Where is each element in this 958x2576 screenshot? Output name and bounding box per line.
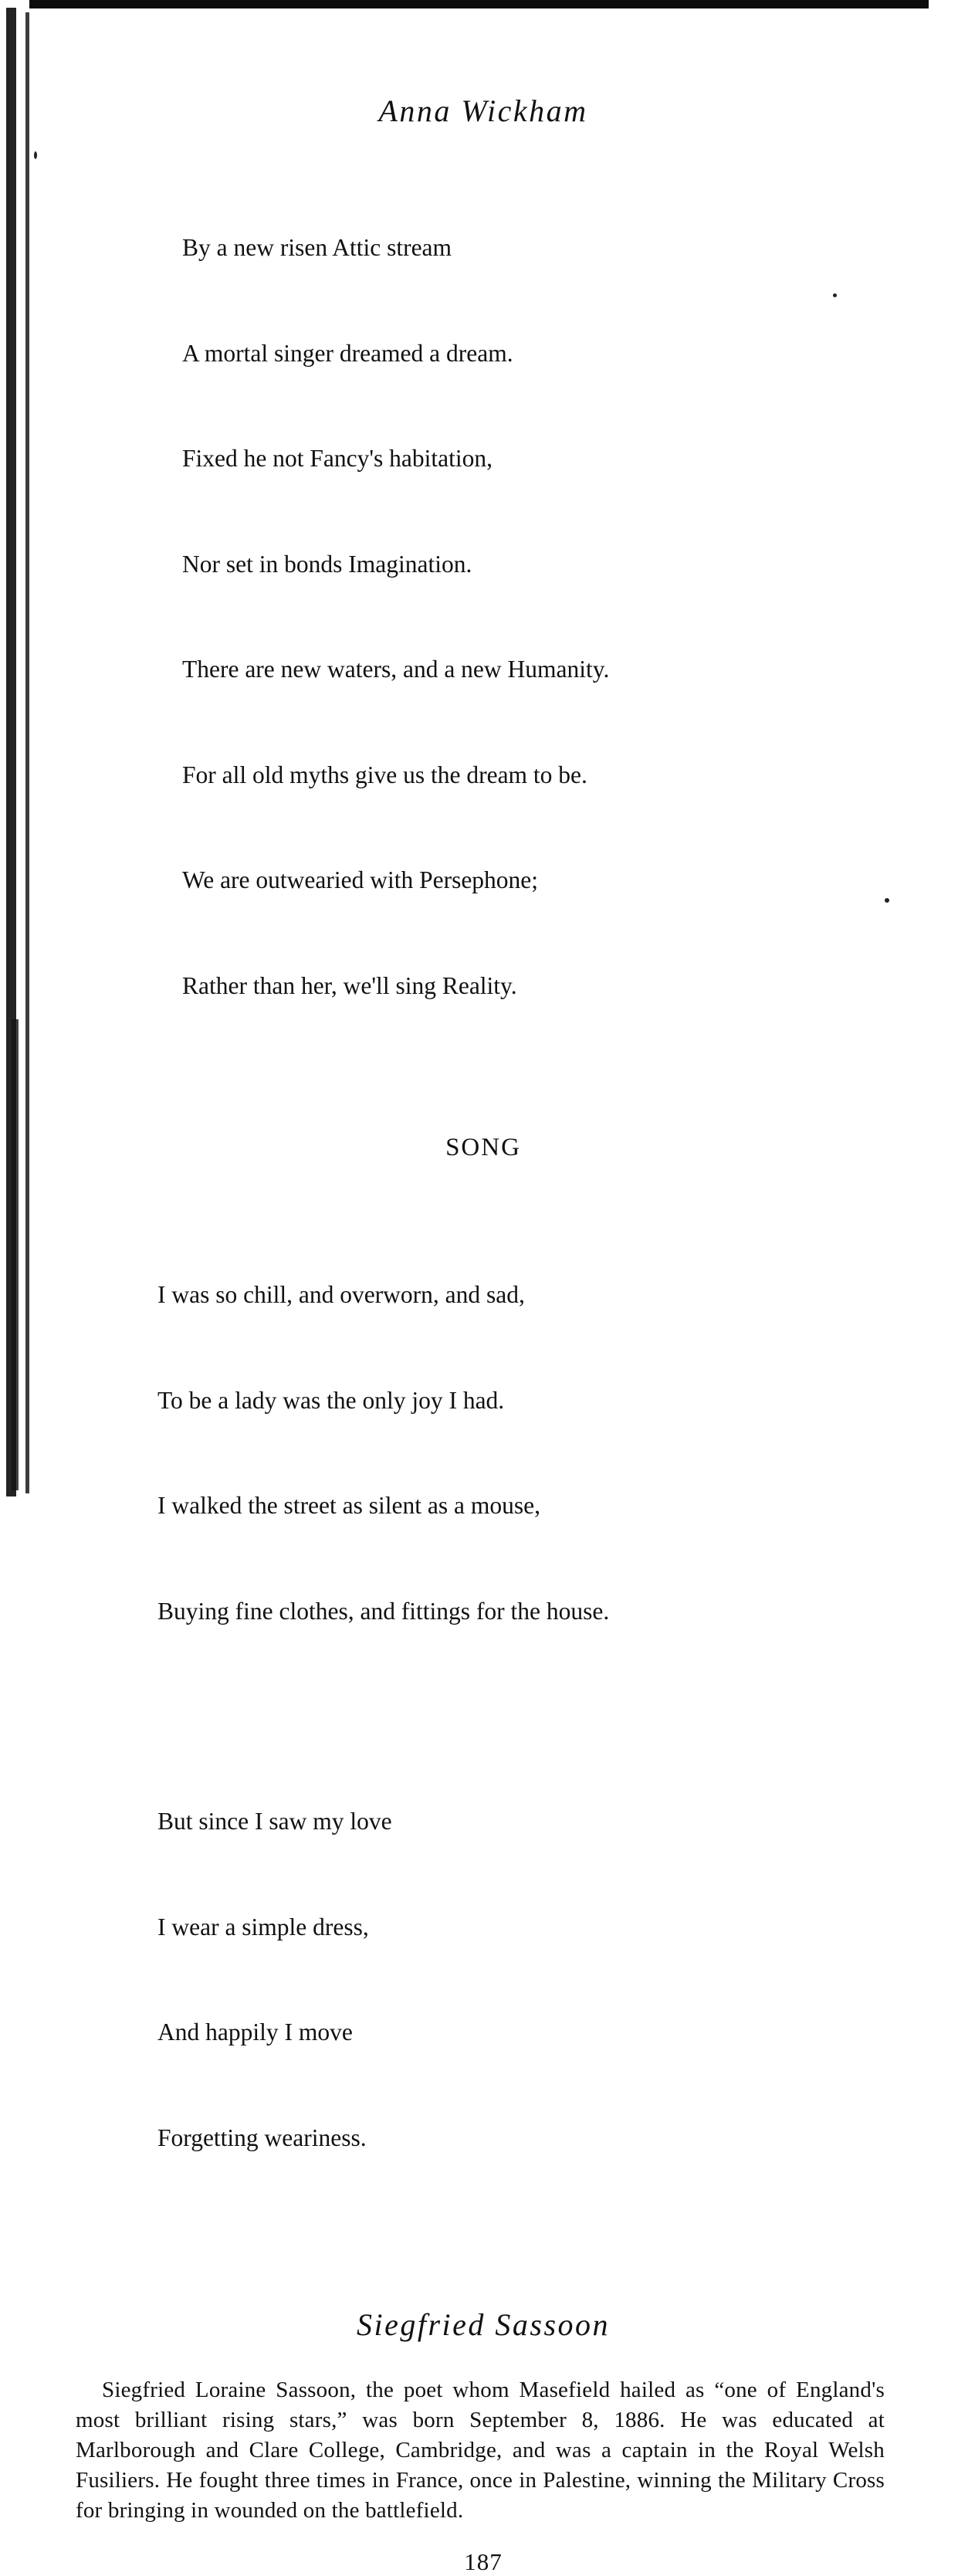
scan-edge-top bbox=[29, 0, 929, 8]
page-content bbox=[74, 93, 892, 2576]
verse-line: But since I saw my love bbox=[157, 1808, 392, 1835]
verse-block bbox=[157, 1734, 892, 2225]
verse-line: To be a lady was the only joy I had. bbox=[157, 1386, 505, 1414]
poem-title-song: SONG bbox=[445, 1134, 521, 1161]
page-title-anna-wickham: Anna Wickham bbox=[378, 93, 588, 128]
verse-line: I was so chill, and overworn, and sad, bbox=[157, 1281, 525, 1308]
verse-line: I walked the street as silent as a mouse, bbox=[157, 1492, 540, 1519]
verse-line: We are outwearied with Persephone; bbox=[182, 866, 539, 893]
scan-speck bbox=[34, 151, 37, 159]
verse-line: Nor set in bonds Imagination. bbox=[182, 550, 472, 578]
page-title-siegfried-sassoon: Siegfried Sassoon bbox=[356, 2307, 611, 2342]
poem-song-stanza-1 bbox=[74, 1207, 892, 1699]
verse-line: Forgetting weariness. bbox=[157, 2124, 367, 2151]
verse-line: For all old myths give us the dream to be. bbox=[182, 761, 587, 788]
verse-block bbox=[182, 160, 892, 1073]
scan-edge-left-inner bbox=[25, 12, 29, 1493]
verse-line: I wear a simple dress, bbox=[157, 1913, 369, 1940]
verse-line: And happily I move bbox=[157, 2018, 353, 2046]
poem-song-stanza-2 bbox=[74, 1734, 892, 2225]
scan-edge-left-lower bbox=[12, 1019, 19, 1490]
verse-line: Fixed he not Fancy's habitation, bbox=[182, 445, 493, 472]
biography-paragraph: Siegfried Loraine Sassoon, the poet whom Masefield hailed as “one of England's most brilliant rising stars,” was born September 8, 1886. He was educated at Marlborough and Clare College, Cambridge, and was a captain in the Royal Welsh Fusiliers. He fought three times in France, once in Palestine, winning the Military Cross for bringing in wounded on the battlefield. bbox=[76, 2378, 885, 2523]
verse-line: Buying fine clothes, and fittings for the house. bbox=[157, 1597, 610, 1625]
verse-line: There are new waters, and a new Humanity. bbox=[182, 656, 610, 683]
verse-line: Rather than her, we'll sing Reality. bbox=[182, 971, 517, 999]
poem-untitled-wickham bbox=[74, 160, 892, 1073]
verse-line: A mortal singer dreamed a dream. bbox=[182, 339, 513, 367]
page-number: 187 bbox=[464, 2548, 503, 2575]
verse-line: By a new risen Attic stream bbox=[182, 234, 452, 261]
verse-block bbox=[157, 1207, 892, 1699]
